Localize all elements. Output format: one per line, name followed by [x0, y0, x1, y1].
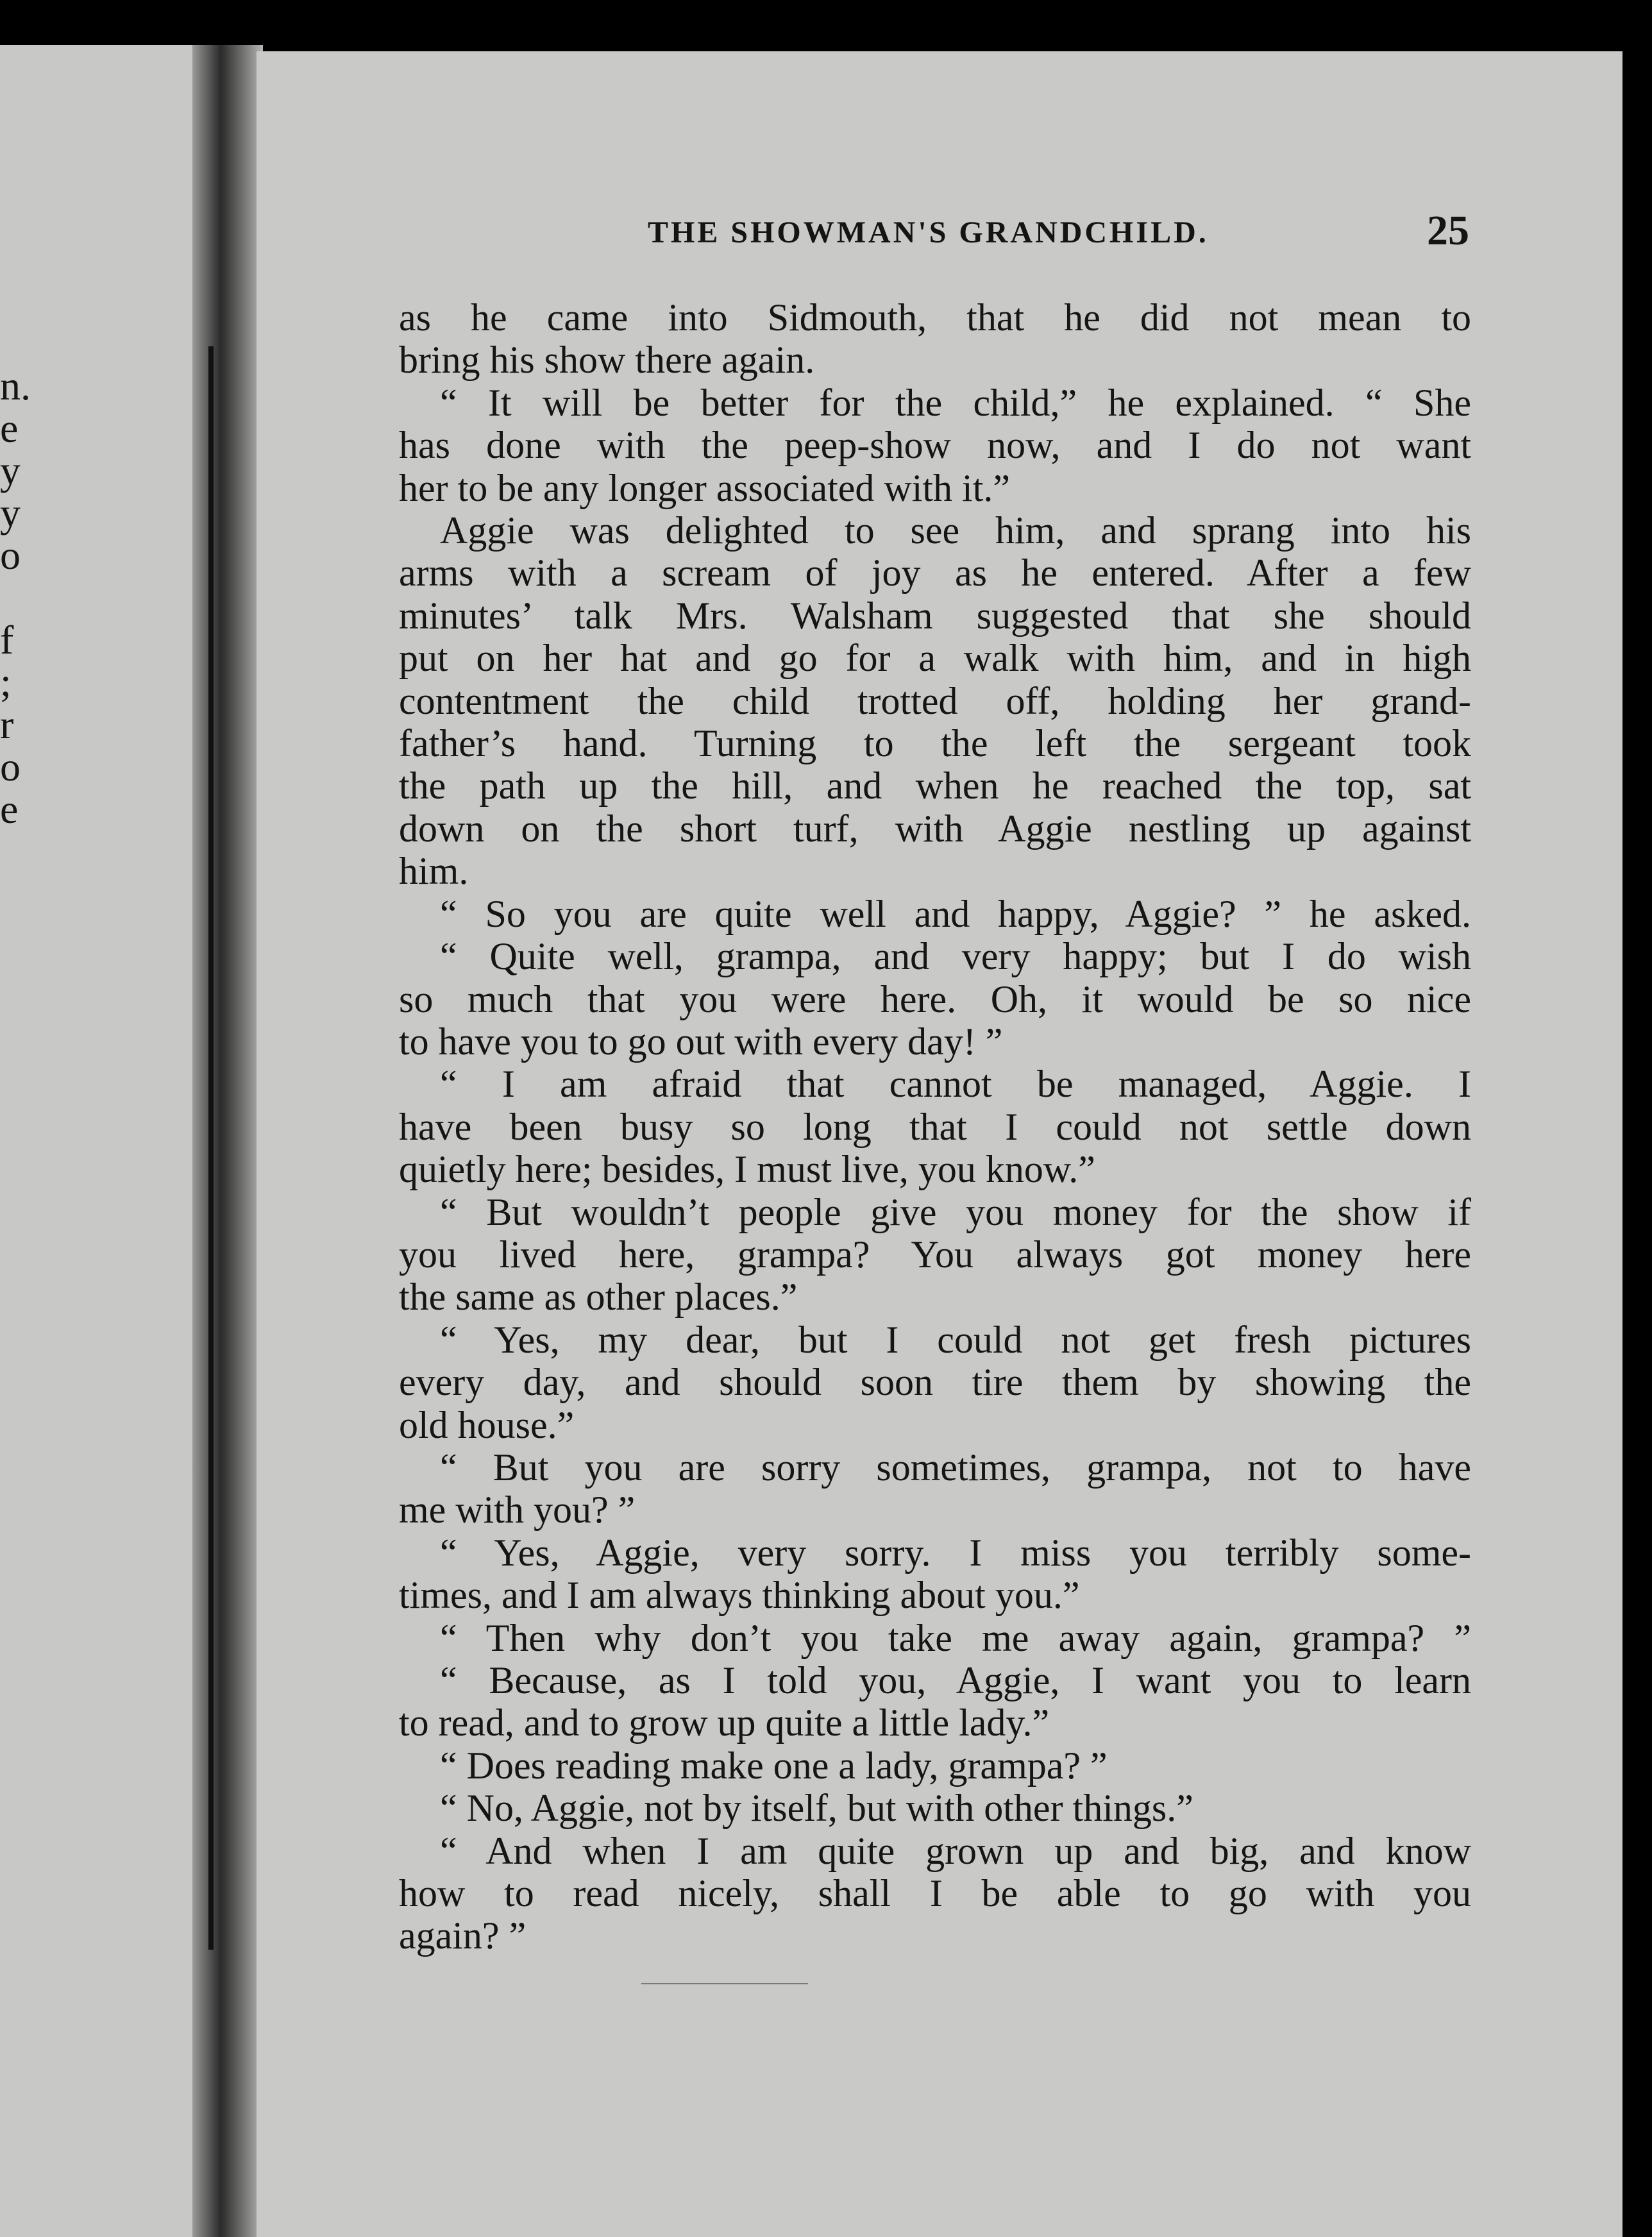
facing-page-fragment: f [0, 617, 14, 663]
text-line: “ Yes, my dear, but I could not get fresh pictures [440, 1318, 1471, 1361]
facing-page-fragment: n. [0, 363, 31, 409]
text-line: Aggie was delighted to see him, and sprang into his [440, 509, 1471, 552]
text-line: quietly here; besides, I must live, you know.” [399, 1148, 1095, 1191]
gutter-shadow-line [208, 346, 214, 1950]
text-line: “ Does reading make one a lady, grampa? ” [440, 1744, 1108, 1787]
page-number: 25 [1427, 207, 1469, 254]
text-line: her to be any longer associated with it.” [399, 466, 1011, 509]
text-line: minutes’ talk Mrs. Walsham suggested that she should [399, 594, 1471, 637]
text-line: “ But you are sorry sometimes, grampa, not to have [440, 1446, 1471, 1489]
running-head: THE SHOWMAN'S GRANDCHILD. [648, 215, 1209, 249]
text-line: every day, and should soon tire them by showing the [399, 1361, 1471, 1404]
facing-page-edge [0, 45, 212, 2237]
text-line: you lived here, grampa? You always got money here [399, 1233, 1471, 1276]
body-text [399, 296, 1471, 1957]
text-line: “ No, Aggie, not by itself, but with other things.” [440, 1787, 1193, 1830]
text-line: as he came into Sidmouth, that he did not mean to [399, 296, 1471, 339]
facing-page-fragment: r [0, 702, 14, 747]
facing-page-fragment [0, 577, 26, 620]
text-line: bring his show there again. [399, 339, 815, 382]
scan-border-right [1622, 45, 1652, 2237]
faint-rule [641, 1983, 808, 1984]
text-line: “ And when I am quite grown up and big, and know [440, 1829, 1471, 1872]
text-line: to read, and to grow up quite a little lady.” [399, 1701, 1050, 1744]
text-line: has done with the peep-show now, and I do not want [399, 424, 1471, 467]
text-line: “ Because, as I told you, Aggie, I want you to learn [440, 1659, 1471, 1701]
text-line: again? ” [399, 1914, 527, 1957]
text-line: “ Then why don’t you take me away again, grampa? ” [440, 1616, 1471, 1659]
text-line: so much that you were here. Oh, it would be so nice [399, 977, 1471, 1020]
text-line: “ Quite well, grampa, and very happy; but I do wish [440, 935, 1471, 978]
text-line: “ Yes, Aggie, very sorry. I miss you terribly some- [440, 1531, 1471, 1574]
text-line: times, and I am always thinking about you.” [399, 1574, 1080, 1617]
text-line: old house.” [399, 1403, 575, 1446]
text-line: me with you? ” [399, 1489, 636, 1532]
text-line: down on the short turf, with Aggie nestling up against [399, 807, 1471, 850]
text-line: the path up the hill, and when he reached the top, sat [399, 764, 1471, 807]
facing-page-fragments [0, 363, 31, 832]
facing-page-fragment: ; [0, 659, 12, 705]
text-line: to have you to go out with every day! ” [399, 1020, 1003, 1063]
facing-page-fragment: o [0, 532, 21, 578]
text-line: contentment the child trotted off, holding her grand- [399, 679, 1471, 722]
text-line: “ It will be better for the child,” he explained. “ She [440, 381, 1471, 424]
text-line: “ So you are quite well and happy, Aggie? ” he asked. [440, 892, 1471, 935]
facing-page-fragment: y [0, 448, 21, 493]
text-line: how to read nicely, shall I be able to go with you [399, 1872, 1471, 1915]
facing-page-fragment: y [0, 490, 21, 536]
facing-page-fragment: e [0, 786, 19, 832]
text-line: “ I am afraid that cannot be managed, Aggie. I [440, 1063, 1471, 1106]
text-line: him. [399, 850, 469, 893]
facing-page-fragment: e [0, 405, 19, 451]
text-line: put on her hat and go for a walk with him, and in high [399, 637, 1471, 680]
text-line: arms with a scream of joy as he entered. After a few [399, 552, 1471, 595]
text-line: father’s hand. Turning to the left the sergeant took [399, 722, 1471, 765]
text-line: have been busy so long that I could not settle down [399, 1105, 1471, 1148]
text-line: “ But wouldn’t people give you money for the show if [440, 1190, 1471, 1233]
facing-page-fragment: o [0, 744, 21, 789]
book-gutter [192, 45, 263, 2237]
text-line: the same as other places.” [399, 1276, 798, 1319]
